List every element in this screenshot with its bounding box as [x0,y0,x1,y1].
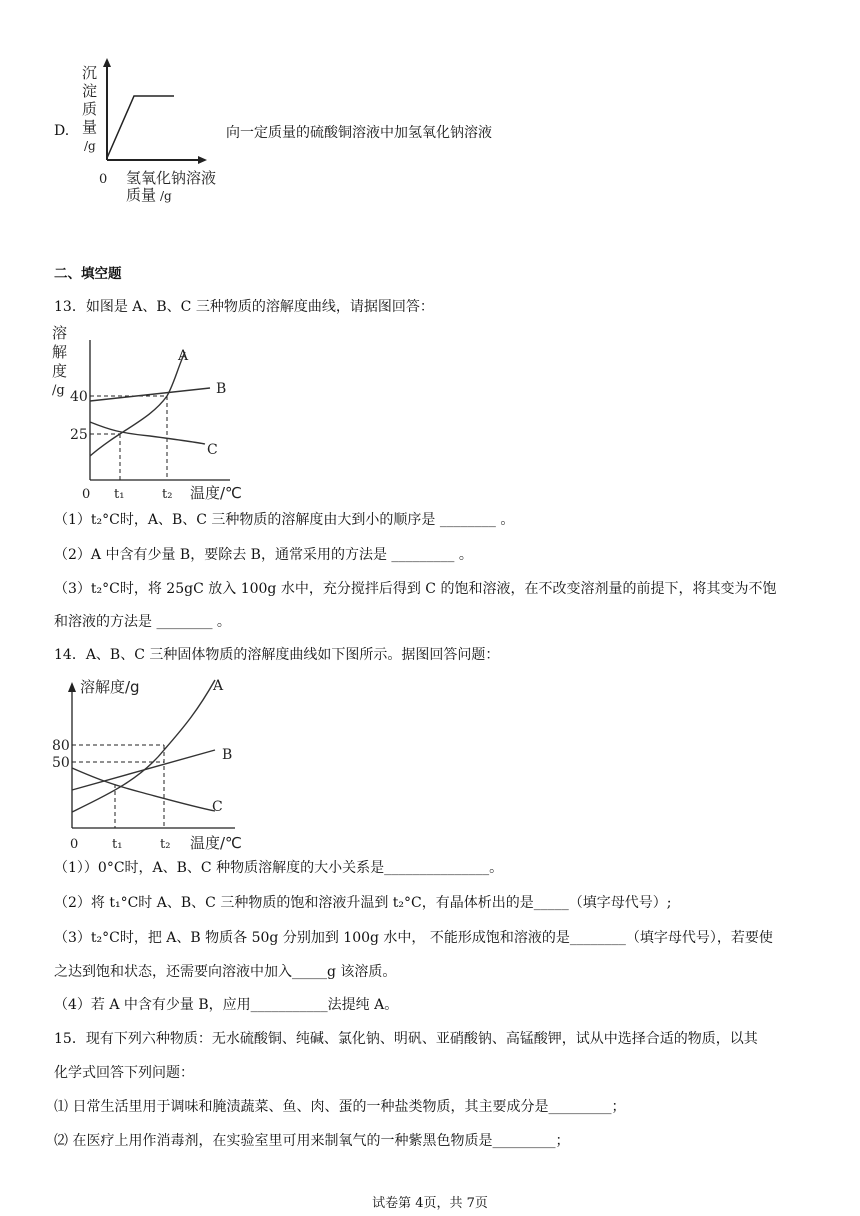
y-axis-label: 溶解度/g [80,678,140,696]
option-d-description: 向一定质量的硫酸铜溶液中加氢氧化钠溶液 [226,125,492,141]
q15-sub2: ⑵ 在医疗上用作消毒剂，在实验室里可用来制氧气的一种紫黑色物质是_________； [54,1133,570,1149]
q14-sub2: （2）将 t₁°C时 A、B、C 三种物质的饱和溶液升温到 t₂°C，有晶体析出的是_____（填字母代号）; [54,895,672,911]
page-footer: 试卷第 4页，共 7页 [372,1196,488,1211]
q14-stem: 14．A、B、C 三种固体物质的溶解度曲线如下图所示。据图回答问题： [54,647,500,663]
q15-stem-line1: 15．现有下列六种物质：无水硫酸铜、纯碱、氯化钠、明矾、亚硝酸钠、高锰酸钾，试从中选择合适的物质，以其 [54,1031,758,1047]
y-tick-50: 50 [52,755,70,771]
y-label-char-1: 沉 [82,64,98,82]
x-tick-0: 0 [70,837,79,852]
y-label-char-2: 淀 [82,82,98,100]
curve-c [90,422,205,444]
y-label-char-1: 溶 [52,324,68,342]
y-axis-arrow [68,682,76,692]
y-tick-80: 80 [52,738,70,754]
curve-label-b: B [222,747,233,763]
q13-sub1: （1）t₂°C时，A、B、C 三种物质的溶解度由大到小的顺序是 ________ 。 [54,512,515,528]
y-label-unit: /g [52,383,65,398]
y-tick-40: 40 [70,389,88,405]
curve-b [90,388,210,401]
x-tick-0: 0 [82,487,91,502]
curve-label-b: B [216,381,227,397]
x-label-line1: 氢氧化钠溶液 [126,169,217,187]
precipitate-curve [107,96,174,158]
y-label-char-2: 解 [52,343,68,361]
y-label-char-4: 量 [82,118,98,136]
q15-stem-line2: 化学式回答下列问题： [54,1065,194,1081]
q13-sub3-line2: 和溶液的方法是 ________ 。 [54,614,231,630]
curve-label-c: C [207,442,218,458]
origin-label: 0 [99,172,108,187]
curve-a [90,352,185,456]
y-axis-arrow [103,58,111,67]
section-title: 二、填空题 [54,266,122,282]
curve-label-a: A [213,678,224,694]
x-label-unit: /g [160,189,172,203]
curve-b [72,750,215,790]
q14-sub3-line1: （3）t₂°C时，把 A、B 物质各 50g 分别加到 100g 水中， 不能形成饱和溶液的是________（填字母代号），若要使 [54,930,773,946]
curve-label-c: C [212,799,223,815]
q13-sub2: （2）A 中含有少量 B，要除去 B，通常采用的方法是 _________ 。 [54,547,473,563]
q14-sub3-line2: 之达到饱和状态，还需要向溶液中加入_____g 该溶质。 [54,964,397,980]
q13-sub3-line1: （3）t₂°C时，将 25gC 放入 100g 水中，充分搅拌后得到 C 的饱和溶液，在不改变溶剂量的前提下，将其变为不饱 [54,581,777,597]
y-label-unit: /g [84,139,96,153]
q15-sub1: ⑴ 日常生活里用于调味和腌渍蔬菜、鱼、肉、蛋的一种盐类物质，其主要成分是_________； [54,1099,626,1115]
y-tick-25: 25 [70,427,88,443]
curve-c [72,768,215,811]
x-axis-label: 温度/℃ [190,834,242,852]
x-tick-t1: t₁ [112,837,123,852]
curve-label-a: A [178,348,189,364]
q13-graph [50,322,250,502]
option-d-letter: D. [54,123,70,139]
x-tick-t1: t₁ [114,487,125,502]
q14-graph [50,670,260,855]
x-axis-label: 温度/℃ [190,484,242,502]
x-label-line2: 质量 [126,186,157,204]
y-label-char-3: 质 [82,100,98,118]
q13-stem: 13．如图是 A、B、C 三种物质的溶解度曲线，请据图回答： [54,299,434,315]
x-tick-t2: t₂ [162,487,173,502]
option-d-graph [74,58,274,208]
y-label-char-3: 度 [52,362,68,380]
x-axis-arrow [198,156,207,164]
q14-sub4: （4）若 A 中含有少量 B，应用___________法提纯 A。 [54,997,399,1013]
curve-a [72,680,215,812]
x-tick-t2: t₂ [160,837,171,852]
q14-sub1: （1））0°C时，A、B、C 种物质溶解度的大小关系是_______________。 [54,860,504,876]
